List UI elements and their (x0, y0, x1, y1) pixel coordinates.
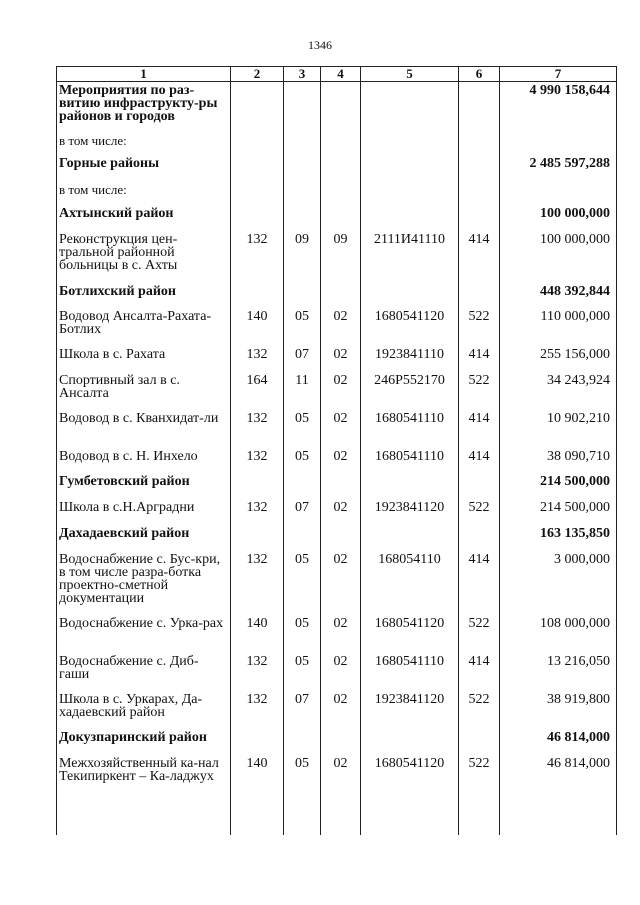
code-ministry-cell: 132 (231, 448, 284, 473)
item-name-cell: Реконструкция цен-тральной районной больницы в с. Ахты (57, 231, 231, 283)
item-name-cell: Гумбетовский район (57, 473, 231, 499)
code-expense-type-cell: 522 (459, 372, 500, 410)
empty-cell (231, 807, 284, 835)
code-target-cell: 246Р552170 (361, 372, 459, 410)
code-section-cell (284, 473, 321, 499)
code-target-cell: 1680541110 (361, 410, 459, 448)
item-name-cell: Докузпаринский район (57, 729, 231, 755)
empty-cell (459, 807, 500, 835)
item-name-cell: Водоснабжение с. Диб-гаши (57, 653, 231, 691)
code-ministry-cell: 132 (231, 551, 284, 615)
code-subsection-cell: 02 (321, 755, 361, 807)
code-section-cell: 07 (284, 691, 321, 729)
table-row (57, 755, 617, 807)
code-expense-type-cell (459, 729, 500, 755)
page-number: 1346 (308, 38, 332, 52)
code-expense-type-cell (459, 155, 500, 181)
column-header-7: 7 (500, 67, 617, 82)
code-section-cell (284, 283, 321, 308)
code-target-cell (361, 205, 459, 231)
code-target-cell (361, 473, 459, 499)
code-expense-type-cell: 522 (459, 691, 500, 729)
amount-cell: 13 216,050 (500, 653, 617, 691)
column-header-2: 2 (231, 67, 284, 82)
amount-cell: 46 814,000 (500, 729, 617, 755)
code-ministry-cell (231, 181, 284, 205)
empty-cell (284, 807, 321, 835)
code-target-cell: 1680541120 (361, 615, 459, 653)
code-expense-type-cell: 414 (459, 653, 500, 691)
code-expense-type-cell: 414 (459, 346, 500, 372)
code-target-cell: 168054110 (361, 551, 459, 615)
amount-cell: 100 000,000 (500, 205, 617, 231)
code-subsection-cell: 02 (321, 410, 361, 448)
code-target-cell: 1923841120 (361, 691, 459, 729)
code-expense-type-cell: 522 (459, 615, 500, 653)
code-subsection-cell: 02 (321, 691, 361, 729)
table-row (57, 410, 617, 448)
code-section-cell: 05 (284, 448, 321, 473)
section-row (57, 729, 617, 755)
code-expense-type-cell: 414 (459, 448, 500, 473)
table-row (57, 372, 617, 410)
amount-cell: 255 156,000 (500, 346, 617, 372)
code-target-cell: 2111И41110 (361, 231, 459, 283)
empty-cell (57, 807, 231, 835)
code-section-cell: 05 (284, 551, 321, 615)
amount-cell: 2 485 597,288 (500, 155, 617, 181)
code-target-cell: 1680541110 (361, 653, 459, 691)
code-section-cell (284, 729, 321, 755)
code-ministry-cell: 164 (231, 372, 284, 410)
code-section-cell: 11 (284, 372, 321, 410)
item-name-cell: в том числе: (57, 181, 231, 205)
code-subsection-cell (321, 205, 361, 231)
amount-cell: 108 000,000 (500, 615, 617, 653)
code-ministry-cell: 140 (231, 308, 284, 346)
code-subsection-cell: 02 (321, 653, 361, 691)
code-section-cell (284, 181, 321, 205)
section-row (57, 525, 617, 551)
code-section-cell: 05 (284, 615, 321, 653)
code-section-cell: 07 (284, 499, 321, 525)
section-row (57, 283, 617, 308)
code-expense-type-cell (459, 283, 500, 308)
item-name-cell: Водовод в с. Н. Инхело (57, 448, 231, 473)
table-row (57, 181, 617, 205)
table-row (57, 499, 617, 525)
section-row (57, 205, 617, 231)
code-ministry-cell: 132 (231, 691, 284, 729)
code-section-cell: 05 (284, 755, 321, 807)
code-expense-type-cell (459, 181, 500, 205)
code-target-cell: 1680541120 (361, 755, 459, 807)
code-section-cell: 09 (284, 231, 321, 283)
code-subsection-cell: 02 (321, 615, 361, 653)
code-target-cell: 1680541110 (361, 448, 459, 473)
code-ministry-cell: 132 (231, 653, 284, 691)
table-row (57, 653, 617, 691)
section-row (57, 155, 617, 181)
header-row (57, 67, 617, 82)
amount-cell (500, 181, 617, 205)
code-target-cell: 1680541120 (361, 308, 459, 346)
amount-cell: 214 500,000 (500, 473, 617, 499)
code-subsection-cell (321, 82, 361, 133)
code-expense-type-cell: 414 (459, 551, 500, 615)
item-name-cell: Горные районы (57, 155, 231, 181)
code-ministry-cell (231, 473, 284, 499)
code-expense-type-cell: 522 (459, 755, 500, 807)
amount-cell: 34 243,924 (500, 372, 617, 410)
amount-cell: 10 902,210 (500, 410, 617, 448)
code-ministry-cell (231, 82, 284, 133)
code-section-cell (284, 525, 321, 551)
table-row (57, 231, 617, 283)
code-ministry-cell: 140 (231, 755, 284, 807)
code-expense-type-cell: 522 (459, 308, 500, 346)
code-section-cell: 05 (284, 308, 321, 346)
code-target-cell (361, 132, 459, 155)
code-subsection-cell (321, 473, 361, 499)
code-target-cell (361, 82, 459, 133)
empty-cell (361, 807, 459, 835)
code-ministry-cell (231, 729, 284, 755)
code-target-cell (361, 525, 459, 551)
code-ministry-cell (231, 132, 284, 155)
code-ministry-cell (231, 283, 284, 308)
amount-cell: 163 135,850 (500, 525, 617, 551)
code-section-cell (284, 82, 321, 133)
code-subsection-cell: 02 (321, 308, 361, 346)
code-ministry-cell: 132 (231, 346, 284, 372)
item-name-cell: Межхозяйственный ка-нал Текипиркент – Ка-ладжух (57, 755, 231, 807)
code-target-cell: 1923841120 (361, 499, 459, 525)
item-name-cell: Школа в с.Н.Арградни (57, 499, 231, 525)
amount-cell: 214 500,000 (500, 499, 617, 525)
column-header-1: 1 (57, 67, 231, 82)
code-target-cell (361, 283, 459, 308)
amount-cell: 38 919,800 (500, 691, 617, 729)
item-name-cell: в том числе: (57, 132, 231, 155)
item-name-cell: Ахтынский район (57, 205, 231, 231)
empty-filler-row (57, 807, 617, 835)
item-name-cell: Дахадаевский район (57, 525, 231, 551)
amount-cell: 110 000,000 (500, 308, 617, 346)
code-expense-type-cell (459, 132, 500, 155)
column-header-3: 3 (284, 67, 321, 82)
code-subsection-cell: 02 (321, 499, 361, 525)
amount-cell: 100 000,000 (500, 231, 617, 283)
code-subsection-cell (321, 525, 361, 551)
code-subsection-cell (321, 155, 361, 181)
item-name-cell: Спортивный зал в с. Ансалта (57, 372, 231, 410)
code-section-cell (284, 132, 321, 155)
code-expense-type-cell: 522 (459, 499, 500, 525)
code-section-cell: 05 (284, 653, 321, 691)
code-ministry-cell (231, 205, 284, 231)
code-subsection-cell: 02 (321, 551, 361, 615)
section-row (57, 473, 617, 499)
section-row (57, 82, 617, 133)
code-section-cell (284, 205, 321, 231)
table-row (57, 691, 617, 729)
column-header-6: 6 (459, 67, 500, 82)
table-row (57, 615, 617, 653)
table-row (57, 308, 617, 346)
item-name-cell: Водовод Ансалта-Рахата-Ботлих (57, 308, 231, 346)
item-name-cell: Водоснабжение с. Бус-кри, в том числе разра-ботка проектно-сметной документации (57, 551, 231, 615)
code-ministry-cell: 132 (231, 499, 284, 525)
item-name-cell: Школа в с. Рахата (57, 346, 231, 372)
item-name-cell: Школа в с. Уркарах, Да-хадаевский район (57, 691, 231, 729)
code-subsection-cell (321, 181, 361, 205)
amount-cell (500, 132, 617, 155)
code-target-cell (361, 729, 459, 755)
code-section-cell: 07 (284, 346, 321, 372)
code-target-cell (361, 155, 459, 181)
code-subsection-cell: 09 (321, 231, 361, 283)
amount-cell: 4 990 158,644 (500, 82, 617, 133)
code-ministry-cell (231, 525, 284, 551)
code-expense-type-cell (459, 525, 500, 551)
code-subsection-cell: 02 (321, 346, 361, 372)
empty-cell (500, 807, 617, 835)
code-target-cell: 1923841110 (361, 346, 459, 372)
code-target-cell (361, 181, 459, 205)
code-ministry-cell: 140 (231, 615, 284, 653)
code-expense-type-cell (459, 82, 500, 133)
code-section-cell: 05 (284, 410, 321, 448)
code-subsection-cell: 02 (321, 448, 361, 473)
amount-cell: 448 392,844 (500, 283, 617, 308)
code-expense-type-cell: 414 (459, 410, 500, 448)
amount-cell: 46 814,000 (500, 755, 617, 807)
amount-cell: 3 000,000 (500, 551, 617, 615)
item-name-cell: Водовод в с. Кванхидат-ли (57, 410, 231, 448)
table-row (57, 346, 617, 372)
code-expense-type-cell (459, 205, 500, 231)
column-header-4: 4 (321, 67, 361, 82)
budget-table (56, 66, 617, 835)
code-expense-type-cell: 414 (459, 231, 500, 283)
item-name-cell: Ботлихский район (57, 283, 231, 308)
item-name-cell: Мероприятия по раз-витию инфраструкту-ры районов и городов (57, 82, 231, 133)
code-subsection-cell (321, 132, 361, 155)
column-header-5: 5 (361, 67, 459, 82)
table-row (57, 448, 617, 473)
table-row (57, 551, 617, 615)
table-row (57, 132, 617, 155)
code-subsection-cell (321, 283, 361, 308)
code-section-cell (284, 155, 321, 181)
code-ministry-cell: 132 (231, 410, 284, 448)
item-name-cell: Водоснабжение с. Урка-рах (57, 615, 231, 653)
code-subsection-cell (321, 729, 361, 755)
amount-cell: 38 090,710 (500, 448, 617, 473)
budget-table-container (56, 66, 616, 836)
code-ministry-cell: 132 (231, 231, 284, 283)
table-body (57, 82, 617, 836)
code-expense-type-cell (459, 473, 500, 499)
code-ministry-cell (231, 155, 284, 181)
empty-cell (321, 807, 361, 835)
code-subsection-cell: 02 (321, 372, 361, 410)
